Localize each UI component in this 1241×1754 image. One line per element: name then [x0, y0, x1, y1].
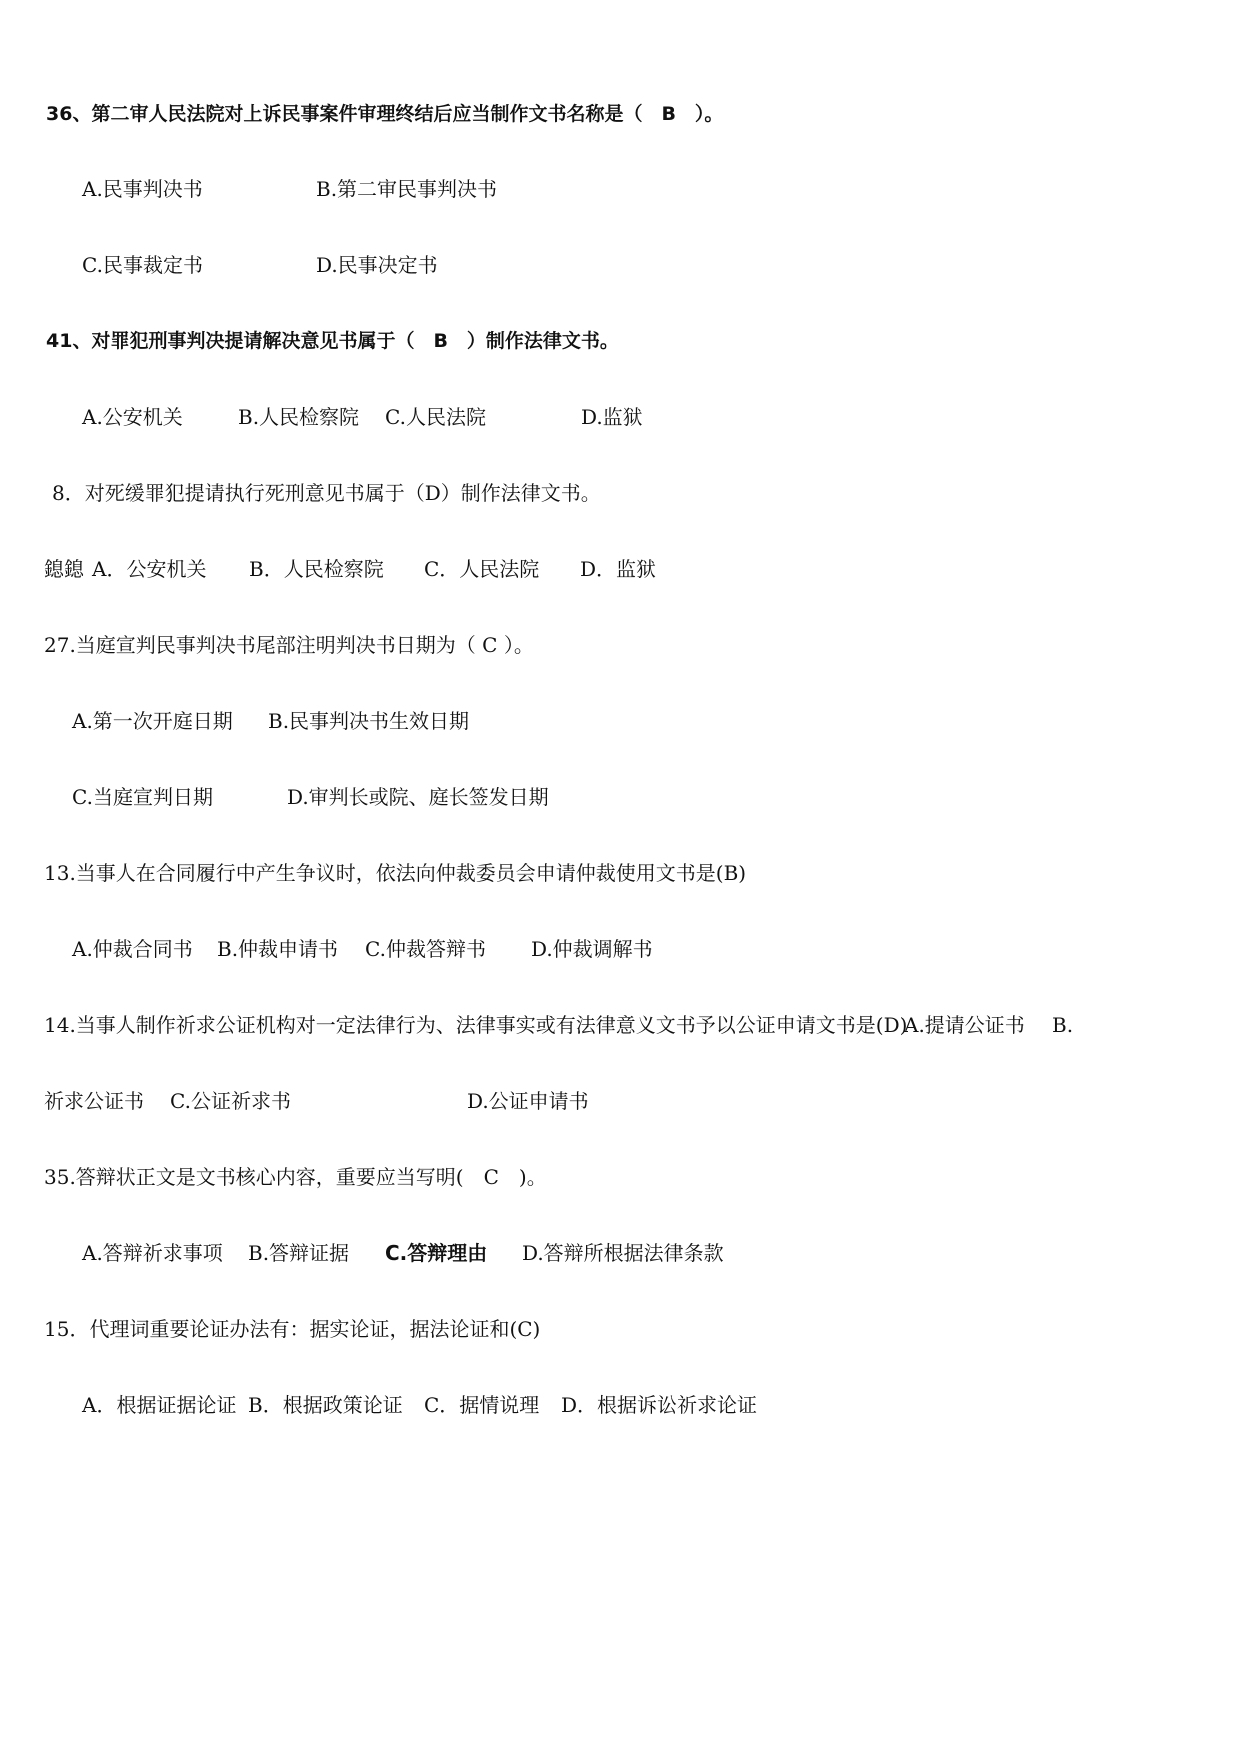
option-b: B.人民检察院	[238, 405, 360, 429]
option-a: A.公安机关	[82, 405, 183, 429]
option-a: A.仲裁合同书	[72, 937, 193, 961]
question-27-options-row2	[72, 783, 772, 811]
option-b-prefix: B.	[1052, 1013, 1074, 1037]
question-15-options	[82, 1391, 882, 1419]
option-b: B．人民检察院	[249, 557, 384, 581]
question-35-options	[82, 1239, 882, 1267]
question-8-stem: 8．对死缓罪犯提请执行死刑意见书属于（D）制作法律文书。	[52, 481, 601, 505]
option-c: C．人民法院	[424, 557, 540, 581]
option-d: D．根据诉讼祈求论证	[561, 1393, 758, 1417]
option-a: A.提请公证书	[904, 1013, 1025, 1037]
option-c: C.人民法院	[385, 405, 486, 429]
garbled-prefix: 鎴鎴	[44, 557, 84, 581]
option-a: A.答辩祈求事项	[82, 1241, 223, 1265]
question-36-stem: 36、第二审人民法院对上诉民事案件审理终结后应当制作文书名称是（ B ）。	[46, 103, 724, 125]
option-c: C.公证祈求书	[170, 1089, 291, 1113]
option-d: D．监狱	[580, 557, 657, 581]
option-a: A.第一次开庭日期	[72, 709, 233, 733]
question-41-options	[82, 403, 882, 431]
question-14-stem: 14.当事人制作祈求公证机构对一定法律行为、法律事实或有法律意义文书予以公证申请文书是(D)	[44, 1013, 908, 1037]
option-c: C.仲裁答辩书	[365, 937, 486, 961]
question-35-stem: 35.答辩状正文是文书核心内容，重要应当写明( C )。	[44, 1165, 547, 1189]
option-d: D.审判长或院、庭长签发日期	[287, 785, 549, 809]
question-13-stem: 13.当事人在合同履行中产生争议时，依法向仲裁委员会申请仲裁使用文书是(B)	[44, 861, 747, 885]
question-15-stem: 15．代理词重要论证办法有：据实论证，据法论证和(C)	[44, 1317, 541, 1341]
question-36-options-row2	[82, 251, 782, 279]
question-41-stem: 41、对罪犯刑事判决提请解决意见书属于（ B ）制作法律文书。	[46, 330, 619, 352]
option-b-text: 祈求公证书	[44, 1089, 144, 1113]
option-b: B.答辩证据	[248, 1241, 350, 1265]
option-d: D.监狱	[581, 405, 643, 429]
option-c: C.当庭宣判日期	[72, 785, 213, 809]
question-27-stem: 27.当庭宣判民事判决书尾部注明判决书日期为（ C ）。	[44, 633, 534, 657]
question-8-options	[44, 555, 944, 583]
option-b: B.仲裁申请书	[217, 937, 339, 961]
option-b: B.第二审民事判决书	[316, 177, 498, 201]
option-b: B.民事判决书生效日期	[268, 709, 470, 733]
option-d: D.公证申请书	[467, 1089, 589, 1113]
question-36-options-row1	[82, 175, 782, 203]
option-d: D.仲裁调解书	[531, 937, 653, 961]
option-c-answer: C.答辩理由	[385, 1241, 488, 1265]
option-b: B．根据政策论证	[248, 1393, 403, 1417]
question-13-options	[72, 935, 872, 963]
option-d: D.答辩所根据法律条款	[522, 1241, 724, 1265]
option-c: C．据情说理	[424, 1393, 540, 1417]
question-14-stem-row	[44, 1011, 1234, 1039]
question-14-continuation	[44, 1087, 844, 1115]
question-27-options-row1	[72, 707, 772, 735]
option-a: A．公安机关	[92, 557, 207, 581]
option-a: A.民事判决书	[82, 177, 203, 201]
option-c: C.民事裁定书	[82, 253, 203, 277]
option-a: A．根据证据论证	[82, 1393, 237, 1417]
option-d: D.民事决定书	[316, 253, 438, 277]
